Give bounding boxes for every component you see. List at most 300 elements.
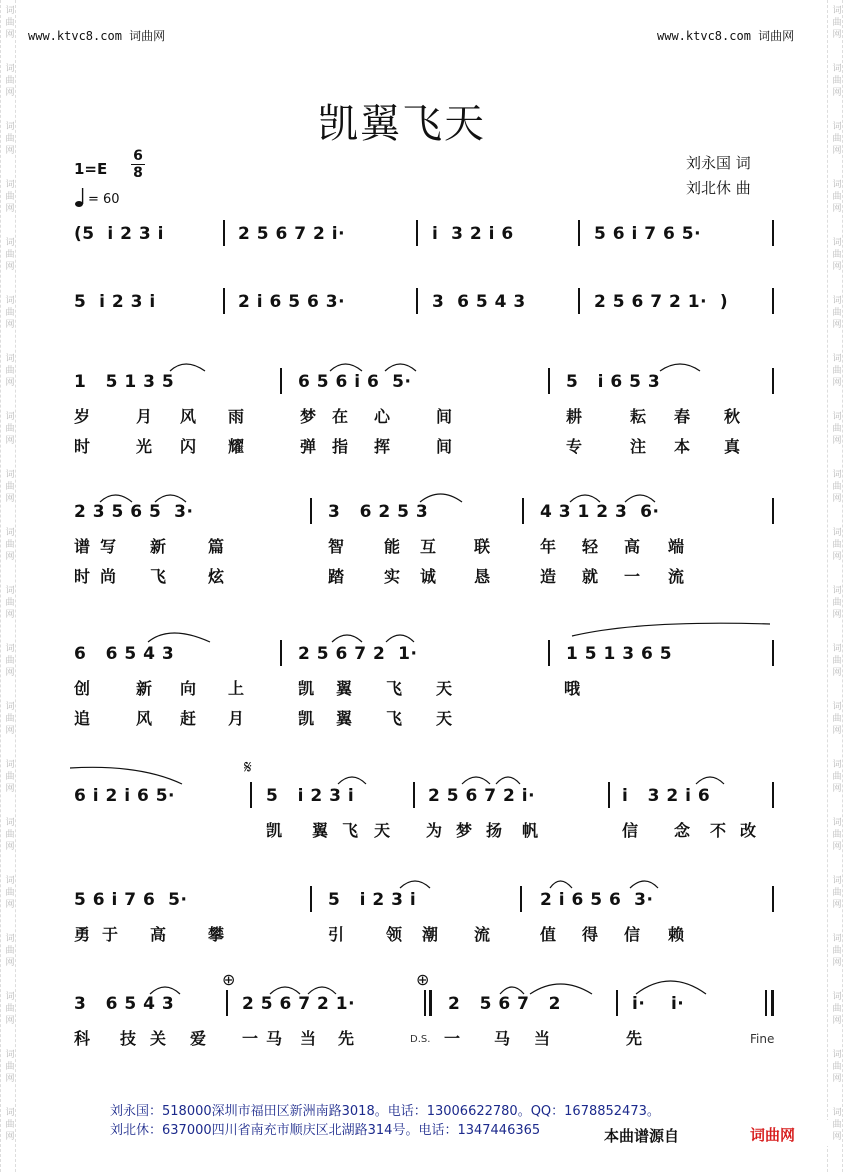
slur-marks [0,862,843,892]
watermark-glyph: 网 [832,88,842,98]
lyric: 信 [624,925,641,944]
watermark-glyph: 网 [832,900,842,910]
watermark-glyph: 网 [832,668,842,678]
line2-measure4: 2 5 6 7 2 1· ) [594,292,729,312]
watermark-glyph: 曲 [832,540,842,550]
watermark-glyph: 曲 [832,656,842,666]
lyric: 流 [474,925,491,944]
watermark-glyph: 网 [5,30,15,40]
watermark-glyph: 词 [5,64,15,74]
lyric: 技 [120,1029,137,1048]
lyric: 一 [624,567,641,586]
watermark-glyph: 词 [832,6,842,16]
watermark-glyph: 网 [832,842,842,852]
lyric: 飞 [386,709,403,728]
watermark-glyph: 网 [5,436,15,446]
lyric: 炫 [208,567,225,586]
lyric: 写 [100,537,117,556]
watermark-glyph: 词 [5,354,15,364]
barline [413,782,415,808]
watermark-glyph: 网 [5,610,15,620]
barline [772,782,774,808]
lyric: 先 [338,1029,355,1048]
watermark-glyph: 词 [5,238,15,248]
lyric: 风 [180,407,197,426]
watermark-glyph: 网 [832,726,842,736]
lyric: 赖 [668,925,685,944]
lyric: 领 [386,925,403,944]
lyric: 耀 [228,437,245,456]
lyric: 踏 [328,567,345,586]
lyric: 恳 [474,567,491,586]
lyric: 新 [136,679,153,698]
watermark-glyph: 词 [832,238,842,248]
composer-credit: 刘北休 曲 [686,179,751,197]
watermark-glyph: 曲 [832,424,842,434]
watermark-glyph: 词 [5,1050,15,1060]
slur-marks [0,355,843,375]
line5-measure3: 1 5 1 3 6 5 [566,644,673,664]
lyric: 飞 [150,567,167,586]
lyric: 当 [534,1029,551,1048]
watermark-glyph: 网 [832,552,842,562]
lyric: 耕 [566,407,583,426]
lyric: 间 [436,407,453,426]
watermark-glyph: 词 [5,702,15,712]
line7-measure1: 5 6 i 7 6 5· [74,890,188,910]
watermark-glyph: 曲 [5,308,15,318]
watermark-glyph: 词 [5,296,15,306]
lyric: 真 [724,437,741,456]
line3-measure2: 6 5 6 i 6 5· [298,372,412,392]
lyric: 科 [74,1029,91,1048]
watermark-glyph: 词 [5,934,15,944]
site-logo: 词曲网 [750,1126,796,1144]
lyric: 造 [540,567,557,586]
barline [416,220,418,246]
footer-lyricist-address: 刘永国：518000深圳市福田区新洲南路3018。电话：13006622780。QQ：1678852473。 [110,1104,660,1119]
watermark-glyph: 网 [5,900,15,910]
line5-measure2: 2 5 6 7 2 1· [298,644,418,664]
lyric: 念 [674,821,691,840]
watermark-glyph: 网 [832,610,842,620]
line8-measure4: i· i· [632,994,685,1014]
lyric: 春 [674,407,691,426]
lyric: 飞 [342,821,359,840]
line4-lyrics-verse1 [74,534,774,556]
watermark-glyph: 曲 [5,540,15,550]
barline [578,220,580,246]
source-label: 本曲谱源自 [604,1127,680,1145]
lyric: 注 [630,437,647,456]
watermark-glyph: 曲 [832,946,842,956]
watermark-glyph: 网 [832,1132,842,1142]
barline [616,990,618,1016]
time-signature-bottom: 8 [133,165,143,181]
segno-sign: 𝄋 [244,757,252,778]
watermark-glyph: 曲 [832,308,842,318]
watermark-glyph: 网 [832,378,842,388]
watermark-glyph: 曲 [5,192,15,202]
lyric: 谱 [74,537,91,556]
watermark-glyph: 网 [832,436,842,446]
line6-measure1: 6 i 2 i 6 5· [74,786,176,806]
watermark-glyph: 曲 [832,192,842,202]
watermark-glyph: 网 [5,146,15,156]
watermark-glyph: 词 [832,354,842,364]
final-barline [771,990,774,1016]
line1-measure4: 5 6 i 7 6 5· [594,224,702,244]
watermark-glyph: 词 [5,818,15,828]
line3-lyrics-verse2 [74,434,774,456]
watermark-glyph: 词 [832,412,842,422]
watermark-glyph: 网 [5,726,15,736]
lyric: 流 [668,567,685,586]
watermark-glyph: 网 [5,1132,15,1142]
watermark-glyph: 词 [832,470,842,480]
lyric: 本 [674,437,691,456]
line5-measure1: 6 6 5 4 3 [74,644,175,664]
watermark-glyph: 曲 [5,1120,15,1130]
lyric: 秋 [724,407,741,426]
line6-measure3: 2 5 6 7 2 i· [428,786,536,806]
watermark-glyph: 曲 [832,772,842,782]
key-signature: 1=E [74,160,108,178]
watermark-glyph: 曲 [832,1004,842,1014]
lyric: 扬 [486,821,503,840]
watermark-glyph: 曲 [832,714,842,724]
barline [772,288,774,314]
lyric: 篇 [208,537,225,556]
lyric: 梦 [300,407,317,426]
line1-measure1: (5 i 2 3 i [74,224,165,244]
lyric: 当 [300,1029,317,1048]
lyric: 能 [384,537,401,556]
line7-measure3: 2 i 6 5 6 3· [540,890,654,910]
watermark-glyph: 词 [832,702,842,712]
lyric: 帆 [522,821,539,840]
lyric: 哦 [564,679,581,698]
lyric: 追 [74,709,91,728]
lyric: 风 [136,709,153,728]
lyric: 凯 [266,821,283,840]
barline [608,782,610,808]
watermark-glyph: 词 [5,644,15,654]
lyric: 闪 [180,437,197,456]
lyric: 月 [136,407,153,426]
watermark-glyph: 词 [832,122,842,132]
lyric: 岁 [74,407,91,426]
lyric: 诚 [420,567,437,586]
lyric: 梦 [456,821,473,840]
line5-lyrics-verse2 [74,706,774,728]
watermark-glyph: 词 [5,412,15,422]
lyricist-credit: 刘永国 词 [686,154,751,172]
watermark-glyph: 词 [5,760,15,770]
lyric: 勇 [74,925,91,944]
lyric: 新 [150,537,167,556]
tempo-marking: = 60 [88,192,120,207]
watermark-glyph: 曲 [5,714,15,724]
lyric: 引 [328,925,345,944]
lyric: 弹 [300,437,317,456]
watermark-glyph: 曲 [832,134,842,144]
watermark-glyph: 词 [832,296,842,306]
watermark-glyph: 曲 [5,18,15,28]
watermark-glyph: 网 [5,958,15,968]
watermark-glyph: 网 [832,958,842,968]
line7-lyrics-verse1 [74,922,774,944]
watermark-glyph: 曲 [832,482,842,492]
ds-marking: D.S. [410,1034,431,1045]
watermark-glyph: 曲 [5,250,15,260]
lyric: 天 [374,821,391,840]
watermark-glyph: 网 [832,146,842,156]
barline [223,220,225,246]
watermark-glyph: 曲 [832,18,842,28]
lyric: 智 [328,537,345,556]
lyric: 凯 [298,709,315,728]
watermark-glyph: 词 [832,586,842,596]
lyric: 上 [228,679,245,698]
barline [416,288,418,314]
watermark-glyph: 曲 [832,830,842,840]
watermark-glyph: 网 [5,842,15,852]
watermark-glyph: 网 [832,30,842,40]
line1-measure3: i 3 2 i 6 [432,224,514,244]
time-signature-top: 6 [133,148,143,164]
watermark-glyph: 词 [832,876,842,886]
watermark-glyph: 网 [832,1074,842,1084]
lyric: 飞 [386,679,403,698]
site-label-left: www.ktvc8.com 词曲网 [28,29,166,43]
watermark-glyph: 网 [5,204,15,214]
watermark-glyph: 词 [832,528,842,538]
watermark-glyph: 曲 [5,76,15,86]
lyric: 月 [228,709,245,728]
watermark-glyph: 词 [5,876,15,886]
repeat-barline [429,990,432,1016]
barline [772,886,774,912]
watermark-glyph: 曲 [5,656,15,666]
watermark-glyph: 曲 [5,888,15,898]
line2-measure1: 5 i 2 3 i [74,292,156,312]
watermark-glyph: 曲 [5,946,15,956]
lyric: 雨 [228,407,245,426]
watermark-glyph: 曲 [5,482,15,492]
lyric: 高 [150,925,167,944]
line5-lyrics-verse1 [74,676,774,698]
watermark-glyph: 网 [832,320,842,330]
lyric: 互 [420,537,437,556]
lyric: 联 [474,537,491,556]
watermark-glyph: 曲 [832,1062,842,1072]
watermark-glyph: 词 [832,180,842,190]
watermark-glyph: 曲 [5,772,15,782]
watermark-glyph: 词 [5,180,15,190]
watermark-glyph: 曲 [5,134,15,144]
lyric: 一 [242,1029,259,1048]
lyric: 为 [426,821,443,840]
lyric: 翼 [336,709,353,728]
watermark-glyph: 词 [5,586,15,596]
lyric: 向 [180,679,197,698]
repeat-barline [424,990,426,1016]
line4-measure2: 3 6 2 5 3 [328,502,429,522]
lyric: 信 [622,821,639,840]
watermark-glyph: 曲 [832,598,842,608]
watermark-glyph: 曲 [832,888,842,898]
lyric: 不 [710,821,727,840]
watermark-glyph: 词 [5,6,15,16]
lyric: 爱 [190,1029,207,1048]
line1-measure2: 2 5 6 7 2 i· [238,224,346,244]
lyric: 在 [332,407,349,426]
watermark-glyph: 网 [5,88,15,98]
watermark-glyph: 词 [832,64,842,74]
lyric: 天 [436,709,453,728]
watermark-glyph: 网 [832,204,842,214]
watermark-glyph: 曲 [5,1062,15,1072]
watermark-glyph: 网 [832,1016,842,1026]
lyric: 马 [494,1029,511,1048]
watermark-glyph: 词 [832,760,842,770]
lyric: 指 [332,437,349,456]
watermark-glyph: 曲 [5,830,15,840]
lyric: 凯 [298,679,315,698]
watermark-glyph: 曲 [832,76,842,86]
source-box [600,1120,830,1146]
lyric: 轻 [582,537,599,556]
watermark-glyph: 网 [832,494,842,504]
watermark-glyph: 词 [5,470,15,480]
watermark-glyph: 曲 [832,1120,842,1130]
watermark-glyph: 词 [832,1108,842,1118]
lyric: 马 [266,1029,283,1048]
line7-measure2: 5 i 2 3 i [328,890,417,910]
lyric: 尚 [100,567,117,586]
lyric: 赶 [180,709,197,728]
lyric: 先 [626,1029,643,1048]
watermark-glyph: 网 [832,784,842,794]
line6-measure4: i 3 2 i 6 [622,786,711,806]
line6-lyrics-verse1 [266,818,766,840]
watermark-glyph: 曲 [832,250,842,260]
watermark-glyph: 网 [5,784,15,794]
lyric: 时 [74,567,91,586]
line8-measure3: 2 5 6 7 2 [448,994,561,1014]
watermark-glyph: 网 [5,378,15,388]
song-title: 凯翼飞天 [318,101,486,147]
lyric: 心 [374,407,391,426]
line8-measure1: 3 6 5 4 3 [74,994,175,1014]
line2-measure2: 2 i 6 5 6 3· [238,292,346,312]
watermark-glyph: 网 [5,1074,15,1084]
watermark-glyph: 词 [5,992,15,1002]
lyric: 值 [540,925,557,944]
barline [578,288,580,314]
barline [226,990,228,1016]
lyric: 翼 [336,679,353,698]
watermark-glyph: 网 [5,262,15,272]
barline [223,288,225,314]
coda-sign: ⊕ [222,970,236,989]
watermark-glyph: 网 [5,552,15,562]
lyric: 于 [102,925,119,944]
lyric: 创 [74,679,91,698]
watermark-glyph: 网 [832,262,842,272]
barline [520,886,522,912]
watermark-glyph: 曲 [832,366,842,376]
watermark-glyph: 曲 [5,598,15,608]
lyric: 潮 [422,925,439,944]
line6-measure2: 5 i 2 3 i [266,786,355,806]
line4-measure3: 4 3 1 2 3 6· [540,502,660,522]
fine-marking: Fine [750,1032,775,1046]
line4-lyrics-verse2 [74,564,774,586]
lyric: 挥 [374,437,391,456]
quarter-note-icon [74,186,86,212]
lyric: 实 [384,567,401,586]
watermark-glyph: 词 [5,528,15,538]
lyric: 攀 [208,925,225,944]
lyric: 关 [150,1029,167,1048]
watermark-glyph: 曲 [5,424,15,434]
watermark-glyph: 网 [5,668,15,678]
lyric: 专 [566,437,583,456]
watermark-glyph: 词 [5,1108,15,1118]
watermark-glyph: 词 [832,934,842,944]
lyric: 端 [668,537,685,556]
watermark-glyph: 曲 [5,366,15,376]
coda-sign: ⊕ [416,970,430,989]
lyric: 得 [582,925,599,944]
watermark-glyph: 网 [5,494,15,504]
watermark-glyph: 曲 [5,1004,15,1014]
lyric: 高 [624,537,641,556]
lyric: 耘 [630,407,647,426]
watermark-glyph: 词 [832,1050,842,1060]
line4-measure1: 2 3 5 6 5 3· [74,502,194,522]
barline [250,782,252,808]
site-label-right: www.ktvc8.com 词曲网 [657,29,795,43]
watermark-glyph: 网 [5,320,15,330]
lyric: 天 [436,679,453,698]
final-barline [765,990,767,1016]
watermark-glyph: 词 [832,818,842,828]
slur-marks [0,486,843,506]
lyric: 就 [582,567,599,586]
slur-marks [0,616,843,646]
footer-composer-address: 刘北休：637000四川省南充市顺庆区北湖路314号。电话：1347446365 [110,1123,541,1138]
lyric: 光 [136,437,153,456]
watermark-glyph: 词 [832,644,842,654]
watermark-glyph: 词 [5,122,15,132]
line3-measure1: 1 5 1 3 5 [74,372,175,392]
time-signature [131,149,145,180]
line3-lyrics-verse1 [74,404,774,426]
lyric: 间 [436,437,453,456]
lyric: 一 [444,1029,461,1048]
slur-marks [0,758,843,788]
line8-measure2: 2 5 6 7 2 1· [242,994,356,1014]
lyric: 改 [740,821,757,840]
line3-measure3: 5 i 6 5 3 [566,372,661,392]
barline [310,886,312,912]
lyric: 时 [74,437,91,456]
barline [772,220,774,246]
lyric: 年 [540,537,557,556]
